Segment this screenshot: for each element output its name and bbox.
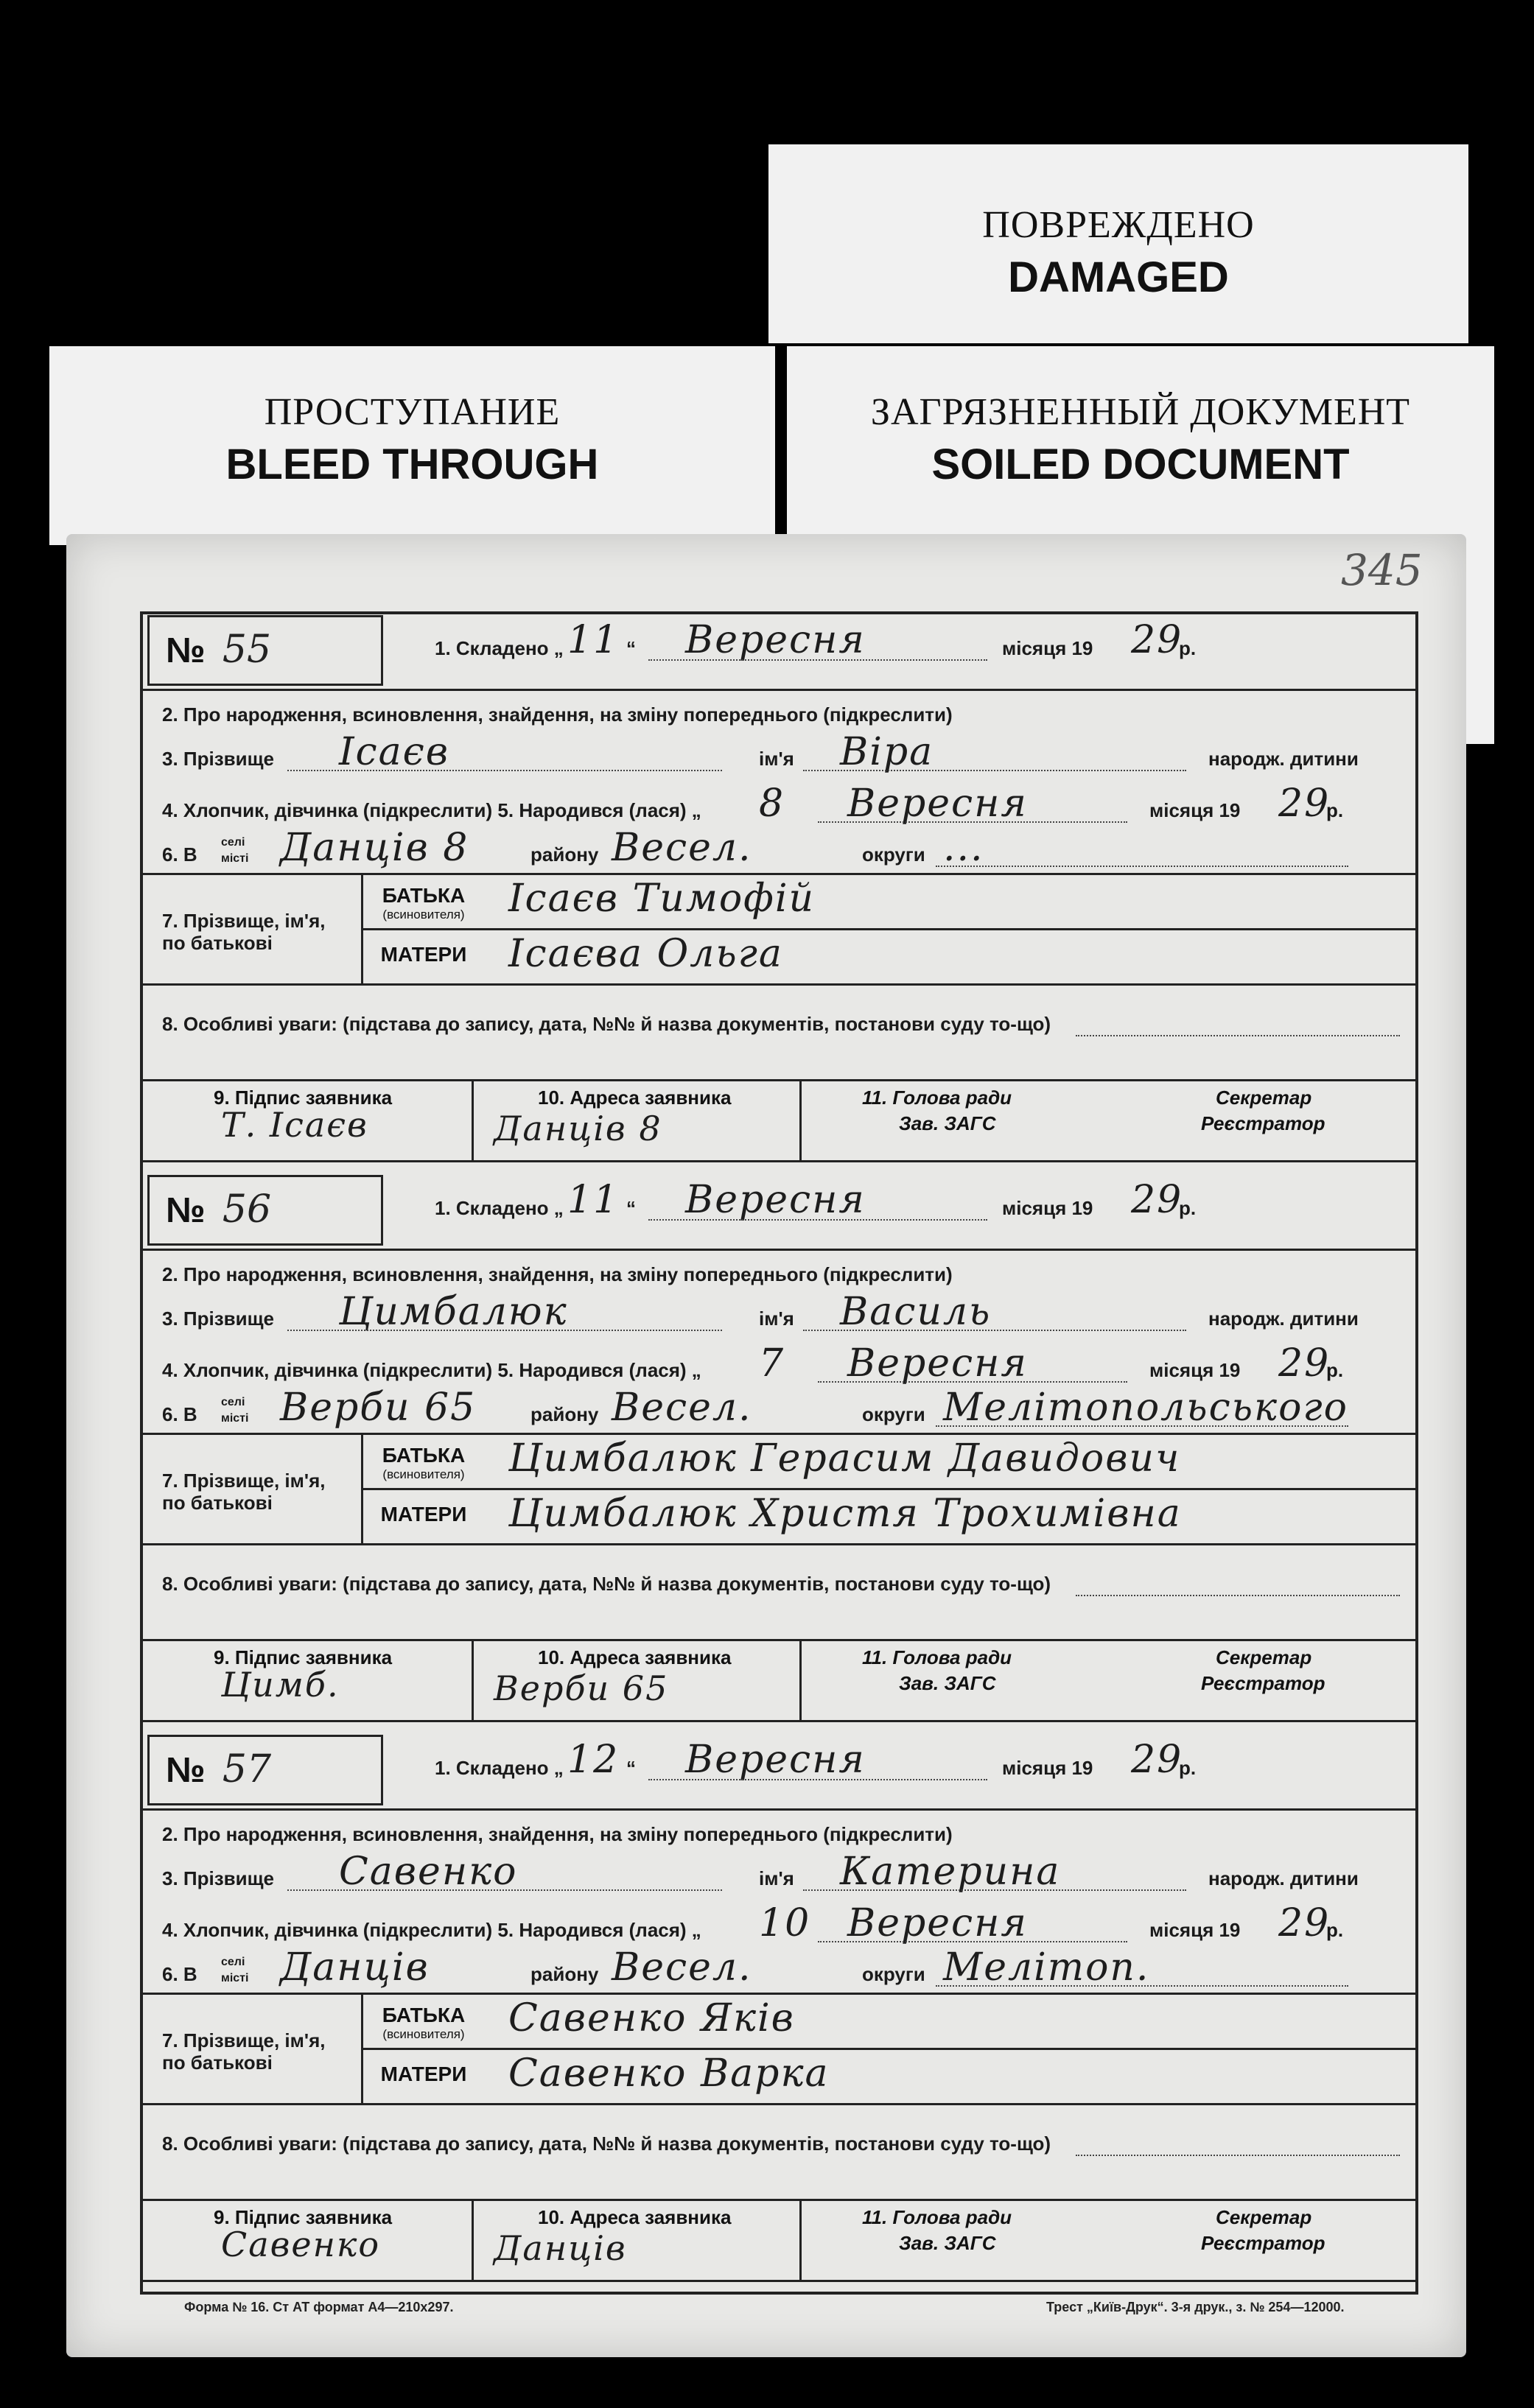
record-number-box [147, 1735, 383, 1805]
birth-month: Вересня [847, 1901, 1028, 1945]
birth-month-label: місяця 19 [1149, 1359, 1241, 1381]
mother-value: Савенко Варка [508, 2051, 830, 2096]
sex-label: 4. Хлопчик, дівчинка (підкреслити) 5. Народився (лася) „ [162, 1919, 701, 1941]
composed-label: 1. Складено „ [435, 1757, 564, 1779]
signature-label: 9. Підпис заявника [214, 2206, 393, 2228]
birth-month-line [818, 1381, 1127, 1383]
rule [140, 1160, 1418, 1162]
signature-value: Цимб. [221, 1665, 340, 1705]
number-label: № [166, 1191, 206, 1230]
composed-month: Вересня [685, 618, 866, 662]
rule [140, 983, 1418, 986]
district-label: району [530, 1963, 599, 1985]
rule [140, 1808, 1418, 1811]
rule [799, 1079, 802, 1160]
address-label: 10. Адреса заявника [538, 1646, 732, 1668]
record-number-box [147, 1175, 383, 1246]
form-footer-right: Трест „Київ-Друк“. 3-я друк., з. № 254—12000. [1046, 2300, 1345, 2314]
rule [140, 1433, 1418, 1435]
mother-label: МАТЕРИ [380, 943, 467, 966]
mother-label: МАТЕРИ [380, 2063, 467, 2085]
birth-record [140, 1175, 1418, 1735]
surname-value: Цимбалюк [339, 1290, 568, 1334]
record-number-box [147, 615, 383, 686]
surname-label: 3. Прізвище [162, 1867, 274, 1889]
birth-year: 29 [1278, 782, 1331, 826]
soiled-ru: ЗАГРЯЗНЕННЫЙ ДОКУМЕНТ [870, 391, 1411, 433]
composed-year: 29 [1131, 618, 1183, 662]
father-label-box [361, 884, 486, 922]
rule [140, 689, 1418, 691]
birth-record [140, 1735, 1418, 2295]
sex-label: 4. Хлопчик, дівчинка (підкреслити) 5. Народився (лася) „ [162, 1359, 701, 1381]
surname-line [287, 770, 722, 771]
district-value: Весел. [612, 1386, 752, 1430]
village-label: селі [221, 1956, 245, 1968]
month-label: місяця 19 [1002, 1757, 1093, 1779]
child-label: народж. дитини [1208, 1307, 1359, 1330]
okrug-line [936, 866, 1348, 867]
quote-close: “ [626, 1757, 636, 1779]
notes-line [1076, 1595, 1400, 1596]
child-label: народж. дитини [1208, 1867, 1359, 1889]
rule [799, 2199, 802, 2280]
village-label: селі [221, 1396, 245, 1408]
okrug-value: Мелітопольського [943, 1386, 1348, 1430]
quote-close: “ [626, 637, 636, 659]
surname-value: Ісаєв [339, 730, 450, 774]
okrug-line [936, 1985, 1348, 1987]
village-label: селі [221, 836, 245, 849]
mother-label-box [361, 2063, 486, 2086]
zags-label: Зав. ЗАГС [899, 1672, 996, 1694]
adopter-label: (всиновителя) [382, 908, 465, 922]
bleed-through-card [49, 346, 775, 545]
record-number: 55 [222, 628, 272, 672]
surname-line [287, 1889, 722, 1891]
birth-month-line [818, 821, 1127, 823]
father-label-box [361, 1444, 486, 1482]
birth-year-suffix: р. [1326, 799, 1344, 821]
notes-line [1076, 2155, 1400, 2156]
damaged-en: DAMAGED [1008, 253, 1229, 301]
birth-month-label: місяця 19 [1149, 799, 1241, 821]
month-label: місяця 19 [1002, 1197, 1093, 1219]
number-label: № [166, 1751, 206, 1790]
rule [472, 2199, 474, 2280]
composed-label: 1. Складено „ [435, 637, 564, 659]
okrug-value: Мелітоп. [943, 1945, 1150, 1990]
address-label: 10. Адреса заявника [538, 2206, 732, 2228]
composed-day: 11 [567, 1178, 620, 1222]
signature-label: 9. Підпис заявника [214, 1646, 393, 1668]
head-label: 11. Голова ради [862, 2206, 1012, 2228]
town-label: місті [221, 852, 249, 865]
okrug-line [936, 1425, 1348, 1427]
quote-close: “ [626, 1197, 636, 1219]
zags-label: Зав. ЗАГС [899, 1112, 996, 1134]
district-label: району [530, 843, 599, 866]
birth-day: 10 [759, 1901, 811, 1945]
rule [140, 1993, 1418, 1995]
year-suffix: р. [1179, 1757, 1197, 1779]
village-value: Верби 65 [280, 1386, 477, 1430]
registrar-label: Реєстратор [1201, 1672, 1325, 1694]
birth-year: 29 [1278, 1901, 1331, 1945]
village-value: Данців 8 [280, 826, 469, 870]
notes-label: 8. Особливі уваги: (підстава до запису, дата, №№ й назва документів, постанови суду то-що) [162, 1013, 1051, 1035]
father-label: БАТЬКА [382, 1444, 466, 1467]
father-label: БАТЬКА [382, 884, 466, 907]
registrar-label: Реєстратор [1201, 2232, 1325, 2254]
zags-label: Зав. ЗАГС [899, 2232, 996, 2254]
month-line [648, 1779, 987, 1780]
name-line [803, 770, 1186, 771]
name-line [803, 1330, 1186, 1331]
year-suffix: р. [1179, 637, 1197, 659]
composed-year: 29 [1131, 1738, 1183, 1782]
place-label: 6. В [162, 1963, 197, 1985]
birth-month: Вересня [847, 1341, 1028, 1386]
name-value: Василь [840, 1290, 992, 1334]
bleed-ru: ПРОСТУПАНИЕ [264, 391, 561, 433]
head-label: 11. Голова ради [862, 1646, 1012, 1668]
secretary-label: Секретар [1216, 2206, 1312, 2228]
town-label: місті [221, 1412, 249, 1425]
village-value: Данців [280, 1945, 430, 1990]
about-label: 2. Про народження, всиновлення, знайдення, на зміну попереднього (підкреслити) [162, 703, 953, 726]
name-value: Катерина [840, 1850, 1061, 1894]
birth-month-line [818, 1941, 1127, 1942]
damaged-card [768, 144, 1468, 343]
archive-number: 345 [1341, 545, 1423, 595]
rule [140, 1543, 1418, 1545]
name-label: ім'я [759, 748, 794, 770]
place-label: 6. В [162, 843, 197, 866]
sex-label: 4. Хлопчик, дівчинка (підкреслити) 5. Народився (лася) „ [162, 799, 701, 821]
notes-label: 8. Особливі уваги: (підстава до запису, дата, №№ й назва документів, постанови суду то-що) [162, 2133, 1051, 2155]
surname-label: 3. Прізвище [162, 748, 274, 770]
birth-year: 29 [1278, 1341, 1331, 1386]
notes-line [1076, 1035, 1400, 1036]
record-number: 57 [222, 1747, 272, 1791]
signature-label: 9. Підпис заявника [214, 1087, 393, 1109]
name-value: Віра [840, 730, 934, 774]
rule [140, 2280, 1418, 2282]
address-value: Верби 65 [494, 1668, 669, 1708]
damaged-ru: ПОВРЕЖДЕНО [982, 204, 1255, 246]
adopter-label: (всиновителя) [382, 1467, 465, 1481]
signature-value: Т. Ісаєв [221, 1105, 368, 1145]
okrug-value: ... [943, 826, 984, 870]
birth-day: 8 [759, 782, 785, 826]
okrug-label: округи [862, 843, 925, 866]
rule [140, 2103, 1418, 2105]
rule [361, 1488, 1418, 1490]
surname-line [287, 1330, 722, 1331]
district-label: району [530, 1403, 599, 1425]
about-label: 2. Про народження, всиновлення, знайдення, на зміну попереднього (підкреслити) [162, 1823, 953, 1845]
adopter-label: (всиновителя) [382, 2027, 465, 2041]
birth-month: Вересня [847, 782, 1028, 826]
rule [140, 1639, 1418, 1641]
surname-label: 3. Прізвище [162, 1307, 274, 1330]
composed-year: 29 [1131, 1178, 1183, 1222]
mother-label-box [361, 943, 486, 966]
father-value: Ісаєв Тимофій [508, 877, 815, 921]
head-label: 11. Голова ради [862, 1087, 1012, 1109]
about-label: 2. Про народження, всиновлення, знайдення, на зміну попереднього (підкреслити) [162, 1263, 953, 1285]
rule [361, 2048, 1418, 2050]
mother-label: МАТЕРИ [380, 1503, 467, 1526]
parents-label: 7. Прізвище, ім'я, по батькові [162, 1470, 326, 1514]
month-label: місяця 19 [1002, 637, 1093, 659]
soiled-en: SOILED DOCUMENT [931, 440, 1350, 488]
rule [799, 1639, 802, 1720]
address-label: 10. Адреса заявника [538, 1087, 732, 1109]
rule [472, 1639, 474, 1720]
composed-label: 1. Складено „ [435, 1197, 564, 1219]
secretary-label: Секретар [1216, 1087, 1312, 1109]
address-value: Данців 8 [494, 1109, 662, 1148]
mother-value: Ісаєва Ольга [508, 932, 783, 976]
notes-label: 8. Особливі уваги: (підстава до запису, дата, №№ й назва документів, постанови суду то-що) [162, 1573, 1051, 1595]
birth-day: 7 [759, 1341, 785, 1386]
address-value: Данців [494, 2228, 627, 2268]
name-line [803, 1889, 1186, 1891]
father-label-box [361, 2004, 486, 2042]
place-label: 6. В [162, 1403, 197, 1425]
bleed-en: BLEED THROUGH [225, 440, 599, 488]
name-label: ім'я [759, 1307, 794, 1330]
father-value: Савенко Яків [508, 1996, 795, 2040]
month-line [648, 659, 987, 661]
rule [472, 1079, 474, 1160]
rule [140, 1249, 1418, 1251]
rule [140, 1720, 1418, 1722]
father-value: Цимбалюк Герасим Давидович [508, 1436, 1181, 1481]
composed-month: Вересня [685, 1178, 866, 1222]
child-label: народж. дитини [1208, 748, 1359, 770]
name-label: ім'я [759, 1867, 794, 1889]
birth-year-suffix: р. [1326, 1359, 1344, 1381]
mother-value: Цимбалюк Христя Трохимівна [508, 1492, 1182, 1536]
rule [140, 1079, 1418, 1081]
okrug-label: округи [862, 1403, 925, 1425]
month-line [648, 1219, 987, 1221]
record-number: 56 [222, 1187, 272, 1232]
parents-label: 7. Прізвище, ім'я, по батькові [162, 2029, 326, 2074]
composed-month: Вересня [685, 1738, 866, 1782]
parents-label: 7. Прізвище, ім'я, по батькові [162, 910, 326, 954]
district-value: Весел. [612, 826, 752, 870]
rule [140, 2199, 1418, 2201]
birth-record [140, 615, 1418, 1175]
district-value: Весел. [612, 1945, 752, 1990]
signature-value: Савенко [221, 2225, 381, 2264]
okrug-label: округи [862, 1963, 925, 1985]
rule [140, 873, 1418, 875]
form-footer-left: Форма № 16. Ст АТ формат А4—210x297. [184, 2300, 454, 2314]
rule [361, 928, 1418, 930]
father-label: БАТЬКА [382, 2004, 466, 2026]
mother-label-box [361, 1503, 486, 1526]
registrar-label: Реєстратор [1201, 1112, 1325, 1134]
composed-day: 11 [567, 618, 620, 662]
number-label: № [166, 631, 206, 670]
birth-month-label: місяця 19 [1149, 1919, 1241, 1941]
year-suffix: р. [1179, 1197, 1197, 1219]
secretary-label: Секретар [1216, 1646, 1312, 1668]
composed-day: 12 [567, 1738, 620, 1782]
birth-year-suffix: р. [1326, 1919, 1344, 1941]
town-label: місті [221, 1972, 249, 1984]
surname-value: Савенко [339, 1850, 518, 1894]
